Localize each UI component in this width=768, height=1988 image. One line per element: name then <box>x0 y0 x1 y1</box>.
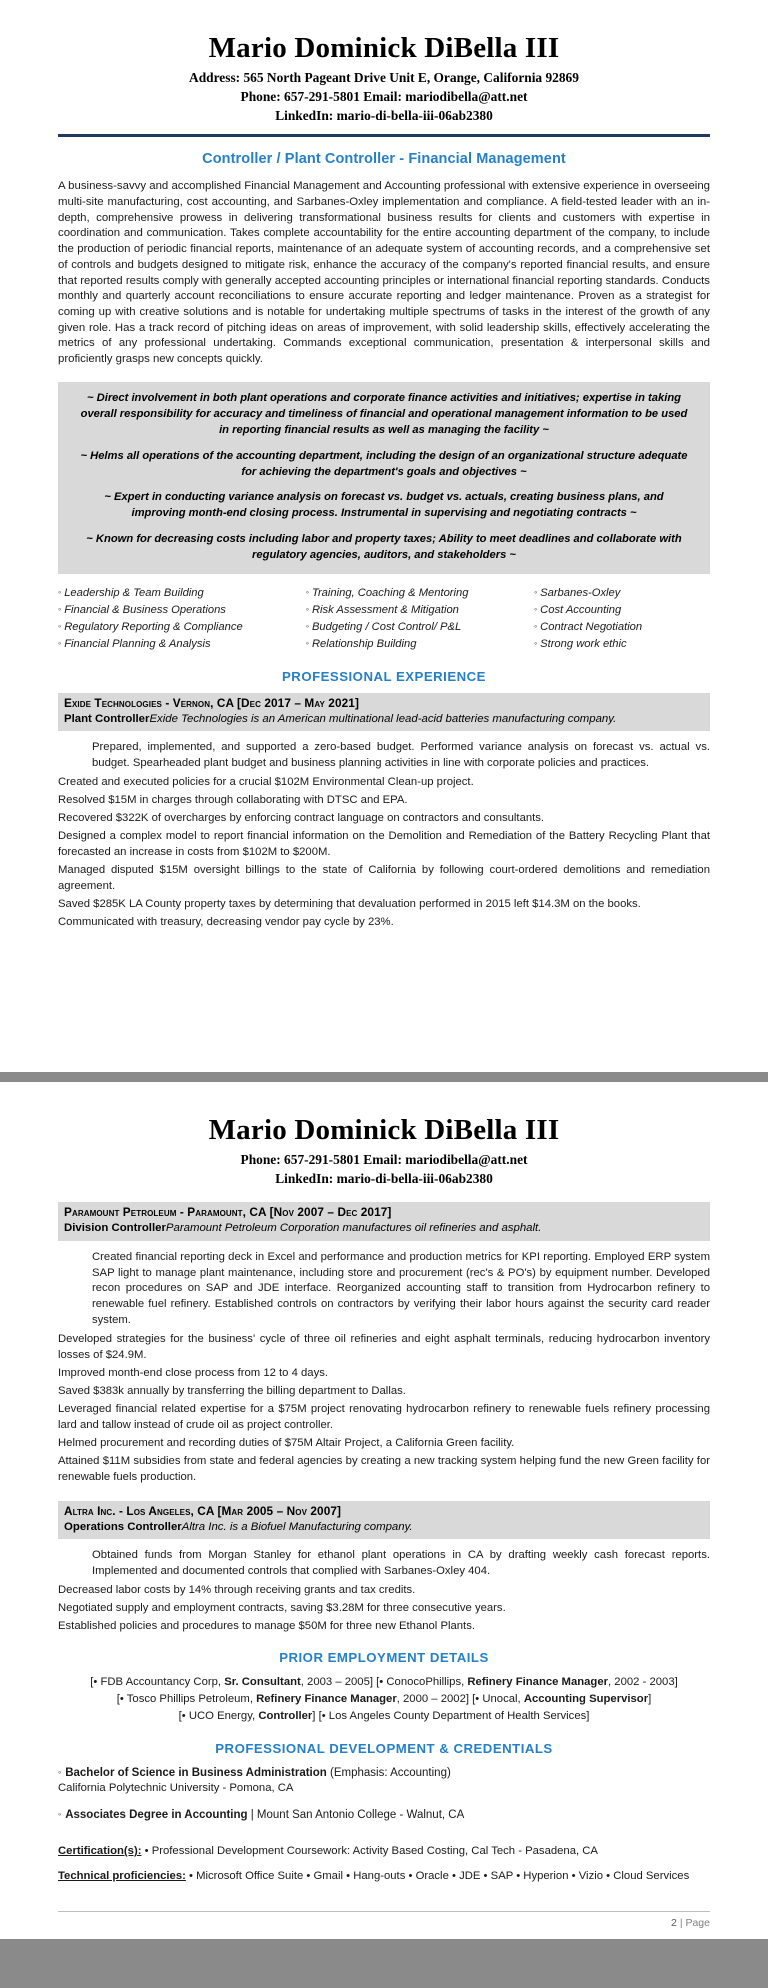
skill-item <box>58 636 306 653</box>
experience-achievement: Saved $285K LA County property taxes by determining that devaluation performed in 2015 left $14.3M on the books. <box>58 898 641 911</box>
skill-bullet-icon: ◦ <box>58 604 62 615</box>
experience-achievement: Developed strategies for the business' cycle of three oil refineries and eight asphalt terminals, reducing hydrocarbon inventory losses of $24.9M. <box>58 1332 710 1361</box>
skill-item <box>534 602 710 619</box>
experience-achievement: Decreased labor costs by 14% through receiving grants and tax credits. <box>58 1584 416 1596</box>
skill-label: Sarbanes-Oxley <box>540 587 621 600</box>
skills-column-1 <box>58 585 306 653</box>
core-skills-list <box>58 585 710 653</box>
experience-achievement: Improved month-end close process from 12 to 4 days. <box>58 1366 328 1379</box>
certifications-row <box>58 1843 710 1859</box>
technical-proficiencies-label: Technical proficiencies: <box>58 1870 186 1883</box>
highlight-statement-4: ~ Known for decreasing costs including labor and property taxes; Ability to meet deadlines and collaborate with regulatory agencies, auditors, and stakeholders ~ <box>86 533 682 562</box>
skill-item <box>306 636 534 653</box>
experience-achievement: Negotiated supply and employment contracts, saving $3.28M for three consecutive years. <box>58 1602 506 1615</box>
skill-bullet-icon: ◦ <box>533 638 538 649</box>
experience-role-line <box>64 1221 704 1236</box>
degree-bullet-icon: ◦ <box>58 1766 62 1777</box>
candidate-name: Mario Dominick DiBella III <box>208 32 560 64</box>
experience-company-blurb: Paramount Petroleum Corporation manufactures oil refineries and asphalt. <box>165 1222 542 1235</box>
candidate-headline: Controller / Plant Controller - Financial Management <box>202 151 566 168</box>
skill-item <box>58 602 306 619</box>
experience-achievement: Established policies and procedures to manage $50M for three new Ethanol Plants. <box>58 1620 475 1633</box>
skill-item <box>534 585 710 602</box>
experience-header <box>58 1202 710 1240</box>
section-title-professional-experience: PROFESSIONAL EXPERIENCE <box>282 669 486 685</box>
section-title-development-credentials: PROFESSIONAL DEVELOPMENT & CREDENTIALS <box>215 1740 553 1756</box>
candidate-address: Address: 565 North Pageant Drive Unit E, Orange, California 92869 <box>189 70 579 85</box>
footer-page-word: Page <box>685 1916 710 1929</box>
certifications-text: • Professional Development Coursework: Activity Based Costing, Cal Tech - Pasadena, CA <box>141 1844 598 1857</box>
experience-role: Operations Controller <box>64 1520 182 1533</box>
skill-bullet-icon: ◦ <box>58 587 62 598</box>
highlight-statement-2: ~ Helms all operations of the accounting department, including the design of an organizational structure adequate for achieving the department's goals and objectives ~ <box>80 449 688 478</box>
experience-achievement: Leveraged financial related expertise for a $75M project renovating hydrocarbon refinery to renewable fuels refinery processing lard and tallow instead of crude oil as project controller. <box>58 1402 710 1431</box>
skills-column-3 <box>534 585 710 653</box>
experience-achievement: Helmed procurement and recording duties of $75M Altair Project, a California Green facility. <box>58 1436 515 1449</box>
skill-item <box>58 585 306 602</box>
skill-label: Training, Coaching & Mentoring <box>311 587 469 600</box>
experience-role-line <box>64 712 704 727</box>
page2-linkedin: LinkedIn: mario-di-bella-iii-06ab2380 <box>275 1171 493 1187</box>
prior-employment-line: [• Tosco Phillips Petroleum, Refinery Finance Manager, 2000 – 2002] [• Unocal, Accounting Supervisor] <box>116 1693 652 1706</box>
skill-label: Contract Negotiation <box>540 621 643 634</box>
experience-company-blurb: Exide Technologies is an American multinational lead-acid batteries manufacturing company. <box>149 713 617 726</box>
experience-achievement: Recovered $322K of overcharges by enforcing contract language on contractors and consultants. <box>58 812 545 825</box>
experience-achievement: Resolved $15M in charges through collaborating with DTSC and EPA. <box>58 794 408 807</box>
skill-label: Budgeting / Cost Control/ P&L <box>311 621 462 634</box>
experience-company-blurb: Altra Inc. is a Biofuel Manufacturing company. <box>181 1520 413 1533</box>
skill-bullet-icon: ◦ <box>305 621 309 632</box>
experience-header <box>58 1501 710 1539</box>
experience-company: Exide Technologies - Vernon, CA [Dec 2017 – May 2021] <box>64 696 359 711</box>
skill-label: Risk Assessment & Mitigation <box>311 604 459 617</box>
skill-label: Regulatory Reporting & Compliance <box>64 621 243 634</box>
footer-separator: | <box>679 1916 683 1929</box>
experience-entry-exide <box>58 693 710 930</box>
experience-achievement: Managed disputed $15M oversight billings to the state of California by following court-ordered demolitions and remediation agreement. <box>58 864 710 893</box>
skill-bullet-icon: ◦ <box>305 638 309 649</box>
experience-achievement: Communicated with treasury, decreasing vendor pay cycle by 23%. <box>58 916 394 929</box>
page-footer <box>58 1911 710 1929</box>
professional-summary: A business-savvy and accomplished Financial Management and Accounting professional with extensive experience in overseeing multi-site manufacturing, cost accounting, and Sarbanes-Oxley implementation and compliance. A field-tested leader with an in-depth, comprehensive prowess in delivering transformational business results for clients and customers with expertise in coordination and communication. Takes complete accountability for the entire accounting department of the company, to include the production of periodic financial reports, maintenance of an adequate system of accounting records, and a comprehensive set of controls and budgets designed to mitigate risk, enhance the accuracy of the company's reported financial results, and ensure that reported results comply with generally accepted accounting principles or international financial reporting standards. Conducts monthly and quarterly account reconciliations to ensure accurate reporting and ledger maintenance. Proven as a strategist for coming up with creative solutions and is notable for undertaking multiple spectrums of tasks in the interest of the growth of any given role. Has a track record of pitching ideas on areas of improvement, with solid leadership skills, effectively accelerating the metrics of any professional undertaking. Commands exceptional communication, presentation & interpersonal skills and proficiently grasps new concepts quickly. <box>58 180 710 366</box>
skill-label: Cost Accounting <box>540 604 622 617</box>
degree-suffix: (Emphasis: Accounting) <box>326 1766 451 1779</box>
skill-label: Financial & Business Operations <box>64 604 226 617</box>
experience-achievement: Saved $383k annually by transferring the billing department to Dallas. <box>58 1384 406 1397</box>
degree-title-line <box>58 1807 710 1823</box>
experience-achievement: Designed a complex model to report financial information on the Demolition and Remediation of the Battery Recycling Plant that forecasted an increase in costs from $102M to $200M. <box>58 830 710 859</box>
degree-title: Associates Degree in Accounting <box>65 1808 248 1821</box>
technical-proficiencies-row <box>58 1868 710 1884</box>
skill-item <box>306 585 534 602</box>
certifications-label: Certification(s): <box>58 1844 142 1857</box>
candidate-phone-email: Phone: 657-291-5801 Email: mariodibella@att.net <box>240 89 528 105</box>
skill-label: Leadership & Team Building <box>64 587 204 600</box>
experience-role: Division Controller <box>64 1222 166 1235</box>
degree-title-line <box>58 1765 710 1781</box>
experience-achievement: Created and executed policies for a crucial $102M Environmental Clean-up project. <box>58 776 474 789</box>
page2-phone-email: Phone: 657-291-5801 Email: mariodibella@att.net <box>240 1152 528 1168</box>
skill-item <box>534 619 710 636</box>
skill-item <box>306 602 534 619</box>
experience-header <box>58 693 710 731</box>
experience-entry-paramount <box>58 1202 710 1485</box>
skill-bullet-icon: ◦ <box>58 638 62 649</box>
section-title-prior-employment: PRIOR EMPLOYMENT DETAILS <box>279 1650 489 1666</box>
degree-title: Bachelor of Science in Business Administration <box>65 1766 327 1779</box>
highlight-statement-1: ~ Direct involvement in both plant operations and corporate finance activities and initiatives; expertise in taking overall responsibility for accuracy and timeliness of financial and operational management information to be used in reporting financial results as well as managing the facility ~ <box>80 391 688 436</box>
degree-bullet-icon: ◦ <box>58 1808 62 1819</box>
credential-degree-associates <box>58 1807 710 1823</box>
degree-suffix: | Mount San Antonio College - Walnut, CA <box>247 1808 465 1821</box>
experience-lead-paragraph: Created financial reporting deck in Excel and performance and production metrics for KPI reporting. Employed ERP system SAP light to manage plant maintenance, including store and procurement (rec's & PO's) by equipment number. Developed recon procedures on SAP and JDE interface. Reorganized accounting staff to transition from Hydrocarbon refinery to renewable fuel refinery. Established controls on contractors by verifying their labor hours against the security card reader system. <box>92 1250 710 1326</box>
prior-employment-line: [• UCO Energy, Controller] [• Los Angeles County Department of Health Services] <box>178 1709 590 1722</box>
skills-column-2 <box>306 585 534 653</box>
skill-label: Relationship Building <box>311 638 417 651</box>
degree-school: California Polytechnic University - Pomona, CA <box>58 1782 294 1794</box>
skill-label: Strong work ethic <box>540 638 627 651</box>
experience-company: Paramount Petroleum - Paramount, CA [Nov 2007 – Dec 2017] <box>64 1205 392 1220</box>
skill-bullet-icon: ◦ <box>305 604 309 615</box>
experience-company: Altra Inc. - Los Angeles, CA [Mar 2005 – Nov 2007] <box>64 1504 342 1519</box>
page2-candidate-name: Mario Dominick DiBella III <box>208 1114 560 1147</box>
page-break-spacer <box>58 946 710 1072</box>
page-separator <box>0 1072 768 1082</box>
candidate-linkedin: LinkedIn: mario-di-bella-iii-06ab2380 <box>275 108 493 124</box>
technical-proficiencies-text: • Microsoft Office Suite • Gmail • Hang-outs • Oracle • JDE • SAP • Hyperion • Vizio • Cloud Services <box>185 1870 690 1883</box>
skill-item <box>58 619 306 636</box>
experience-achievement: Attained $11M subsidies from state and federal agencies by creating a new tracking system helping fund the new Green facility for renewable fuels production. <box>58 1455 710 1484</box>
header-divider <box>58 134 710 137</box>
skill-bullet-icon: ◦ <box>533 604 538 615</box>
skill-bullet-icon: ◦ <box>305 587 309 598</box>
credential-degree-bachelor <box>58 1765 710 1797</box>
experience-entry-altra <box>58 1501 710 1634</box>
skill-label: Financial Planning & Analysis <box>64 638 211 651</box>
footer-page-number: 2 <box>671 1916 677 1929</box>
highlight-statement-3: ~ Expert in conducting variance analysis on forecast vs. budget vs. actuals, creating business plans, and improving month-end closing process. Instrumental in supervising and negotiating contracts ~ <box>104 491 664 520</box>
key-highlights-box <box>58 382 710 574</box>
skill-bullet-icon: ◦ <box>58 621 62 632</box>
skill-bullet-icon: ◦ <box>533 587 538 598</box>
skill-item <box>306 619 534 636</box>
prior-employment-line: [• FDB Accountancy Corp, Sr. Consultant, 2003 – 2005] [• ConocoPhillips, Refinery Finance Manager, 2002 - 2003] <box>90 1676 678 1689</box>
experience-role: Plant Controller <box>64 713 150 726</box>
experience-lead-paragraph: Obtained funds from Morgan Stanley for ethanol plant operations in CA by drafting weekly cash forecast reports. Implemented and documented controls that complied with Sarbanes-Oxley 404. <box>92 1549 710 1578</box>
skill-item <box>534 636 710 653</box>
resume-page-2 <box>0 1082 768 1938</box>
experience-lead-paragraph: Prepared, implemented, and supported a zero-based budget. Performed variance analysis on forecast vs. actual vs. budget. Spearheaded plant budget and business planning activities in line with corporate policies and practices. <box>92 741 710 770</box>
skill-bullet-icon: ◦ <box>533 621 538 632</box>
experience-role-line <box>64 1520 704 1535</box>
